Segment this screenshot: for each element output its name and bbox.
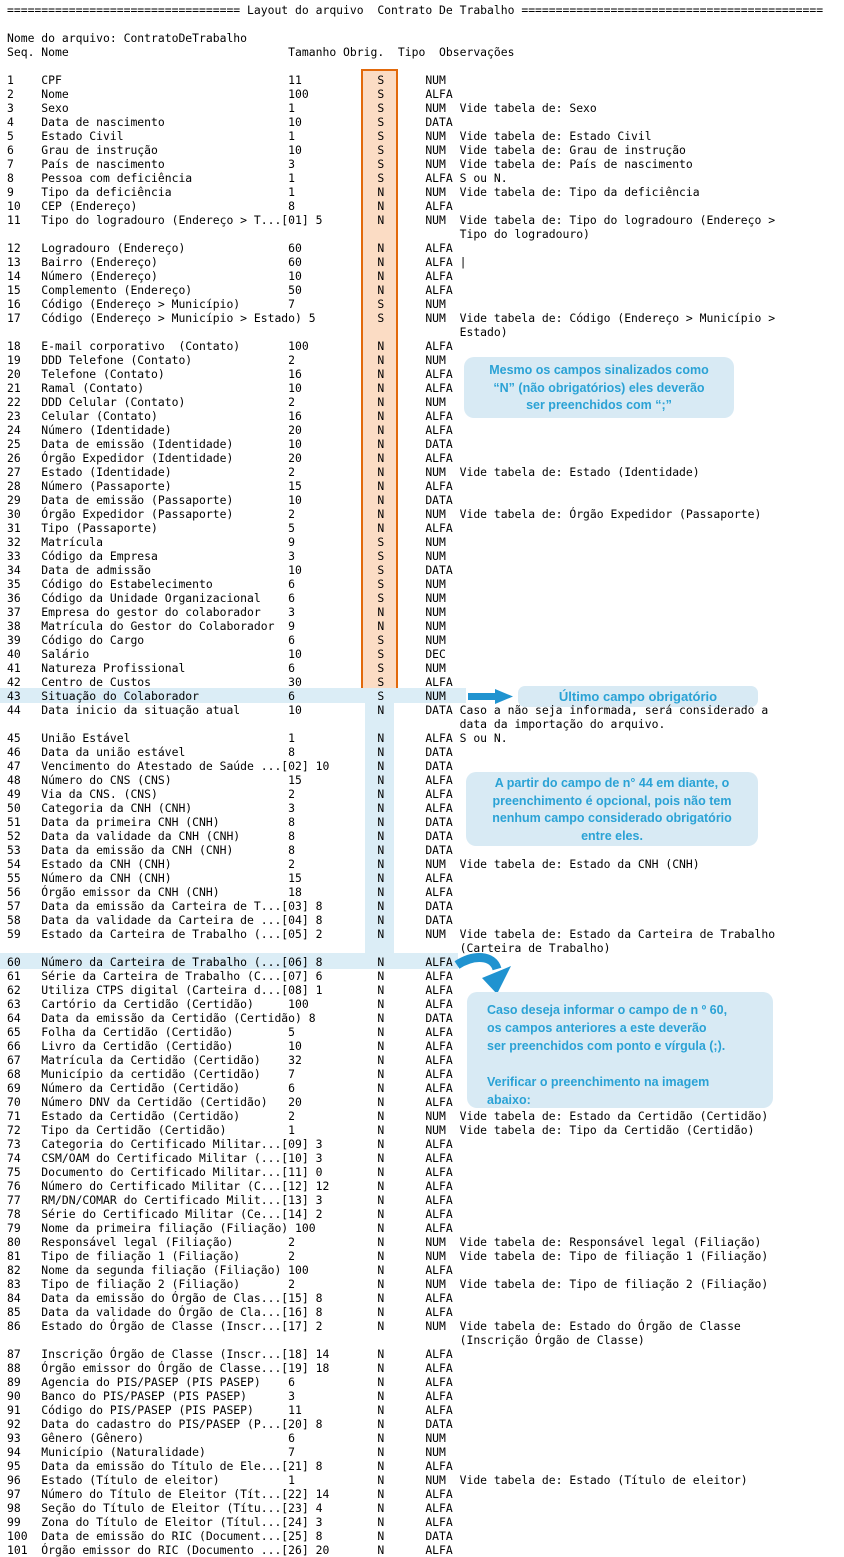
table-line: 43 Situação do Colaborador 6 S NUM [7,689,446,703]
table-line: 28 Número (Passaporte) 15 N ALFA [7,479,453,493]
table-line: 89 Agencia do PIS/PASEP (PIS PASEP) 6 N ALFA [7,1375,453,1389]
table-line: 71 Estado da Certidão (Certidão) 2 N NUM Vide tabela de: Estado da Certidão (Certidão) [7,1109,769,1123]
table-line: 101 Órgão emissor do RIC (Documento ...[26] 20 N ALFA [7,1543,453,1557]
table-line: 37 Empresa do gestor do colaborador 3 N NUM [7,605,446,619]
table-line: 97 Número do Título de Eleitor (Tít...[22] 14 N ALFA [7,1487,453,1501]
table-line: 18 E-mail corporativo (Contato) 100 N ALFA [7,339,453,353]
table-line: 82 Nome da segunda filiação (Filiação) 100 N ALFA [7,1263,453,1277]
table-line: 65 Folha da Certidão (Certidão) 5 N ALFA [7,1025,453,1039]
table-line: 88 Órgão emissor do Órgão de Classe...[19] 18 N ALFA [7,1361,453,1375]
table-line: 27 Estado (Identidade) 2 N NUM Vide tabela de: Estado (Identidade) [7,465,700,479]
table-line: 57 Data da emissão da Carteira de T...[03] 8 N DATA [7,899,453,913]
table-line: 2 Nome 100 S ALFA [7,87,453,101]
table-line: 16 Código (Endereço > Município) 7 S NUM [7,297,446,311]
note-line: nenhum campo considerado obrigatório [492,811,732,825]
table-line: 72 Tipo da Certidão (Certidão) 1 N NUM Vide tabela de: Tipo da Certidão (Certidão) [7,1123,755,1137]
table-line: 47 Vencimento do Atestado de Saúde ...[02] 10 N DATA [7,759,453,773]
table-line: 90 Banco do PIS/PASEP (PIS PASEP) 3 N ALFA [7,1389,453,1403]
table-line: 6 Grau de instrução 10 S NUM Vide tabela de: Grau de instrução [7,143,686,157]
table-line: 98 Seção do Título de Eleitor (Títu...[23] 4 N ALFA [7,1501,453,1515]
table-line: 76 Número do Certificado Militar (C...[12] 12 N ALFA [7,1179,453,1193]
table-line: 25 Data de emissão (Identidade) 10 N DATA [7,437,453,451]
table-line: 31 Tipo (Passaporte) 5 N ALFA [7,521,453,535]
table-line: 56 Órgão emissor da CNH (CNH) 18 N ALFA [7,885,453,899]
table-line: 91 Código do PIS/PASEP (PIS PASEP) 11 N ALFA [7,1403,453,1417]
table-line: 13 Bairro (Endereço) 60 N ALFA | [7,255,467,269]
table-line: 24 Número (Identidade) 20 N ALFA [7,423,453,437]
note-line: ser preenchidos com “;” [526,398,672,412]
layout-table [7,3,823,1557]
note-line: os campos anteriores a este deverão [487,1021,707,1035]
table-line: 22 DDD Celular (Contato) 2 N NUM [7,395,446,409]
table-line: 32 Matrícula 9 S NUM [7,535,446,549]
table-line: 64 Data da emissão da Certidão (Certidão) 8 N DATA [7,1011,453,1025]
table-line: 29 Data de emissão (Passaporte) 10 N DATA [7,493,453,507]
title-line: ================================== Layout do arquivo Contrato De Trabalho ============================================ [7,3,824,17]
table-line: 55 Número da CNH (CNH) 15 N ALFA [7,871,453,885]
table-line: 17 Código (Endereço > Município > Estado) 5 S NUM Vide tabela de: Código (Endereço > Município > [7,311,776,325]
table-line: 67 Matrícula da Certidão (Certidão) 32 N ALFA [7,1053,453,1067]
table-line: 70 Número DNV da Certidão (Certidão) 20 N ALFA [7,1095,453,1109]
table-line: 20 Telefone (Contato) 16 N ALFA [7,367,453,381]
table-line: 66 Livro da Certidão (Certidão) 10 N ALFA [7,1039,453,1053]
table-line: 14 Número (Endereço) 10 N ALFA [7,269,453,283]
table-line: 73 Categoria do Certificado Militar...[09] 3 N ALFA [7,1137,453,1151]
table-line [7,59,823,73]
note-line: A partir do campo de n° 44 em diante, o [494,776,730,790]
table-line: 54 Estado da CNH (CNH) 2 N NUM Vide tabela de: Estado da CNH (CNH) [7,857,700,871]
table-line: 58 Data da validade da Carteira de ...[04] 8 N DATA [7,913,453,927]
table-line: 48 Número do CNS (CNS) 15 N ALFA [7,773,453,787]
table-line: 80 Responsável legal (Filiação) 2 N NUM Vide tabela de: Responsável legal (Filiação) [7,1235,762,1249]
table-line: 50 Categoria da CNH (CNH) 3 N ALFA [7,801,453,815]
table-line: 39 Código do Cargo 6 S NUM [7,633,446,647]
table-line: 9 Tipo da deficiência 1 N NUM Vide tabela de: Tipo da deficiência [7,185,700,199]
table-line: 4 Data de nascimento 10 S DATA [7,115,453,129]
table-line: 60 Número da Carteira de Trabalho (...[06] 8 N ALFA [7,955,453,969]
table-line: (Inscrição Órgão de Classe) [7,1333,645,1347]
table-line: 35 Código do Estabelecimento 6 S NUM [7,577,446,591]
note-line: abaixo: [487,1093,531,1107]
table-line: 46 Data da união estável 8 N DATA [7,745,453,759]
table-line: 59 Estado da Carteira de Trabalho (...[05] 2 N NUM Vide tabela de: Estado da Carteira de Trabalho [7,927,776,941]
table-line: 99 Zona do Título de Eleitor (Títul...[24] 3 N ALFA [7,1515,453,1529]
note-line: “N” (não obrigatórios) eles deverão [493,380,705,395]
table-line: 68 Município da certidão (Certidão) 7 N ALFA [7,1067,453,1081]
table-line: 96 Estado (Título de eleitor) 1 N NUM Vide tabela de: Estado (Título de eleitor) [7,1473,748,1487]
table-line: 26 Órgão Expedidor (Identidade) 20 N ALFA [7,451,453,465]
table-line: 86 Estado do Órgão de Classe (Inscr...[17] 2 N NUM Vide tabela de: Estado do Órgão de Classe [7,1319,741,1333]
table-line: Tipo do logradouro) [7,227,590,241]
table-line: 81 Tipo de filiação 1 (Filiação) 2 N NUM Vide tabela de: Tipo de filiação 1 (Filiação) [7,1249,769,1263]
table-line: 34 Data de admissão 10 S DATA [7,563,453,577]
table-line: 45 União Estável 1 N ALFA S ou N. [7,731,508,745]
table-line: 11 Tipo do logradouro (Endereço > T...[01] 5 N NUM Vide tabela de: Tipo do logradouro (Endereço > [7,213,776,227]
table-line: 7 País de nascimento 3 S NUM Vide tabela de: País de nascimento [7,157,693,171]
table-line: data da importação do arquivo. [7,717,666,731]
table-line: 83 Tipo de filiação 2 (Filiação) 2 N NUM Vide tabela de: Tipo de filiação 2 (Filiação) [7,1277,769,1291]
table-line: 69 Número da Certidão (Certidão) 6 N ALFA [7,1081,453,1095]
table-line: 51 Data da primeira CNH (CNH) 8 N DATA [7,815,453,829]
table-line: 85 Data da validade do Órgão de Cla...[16] 8 N ALFA [7,1305,453,1319]
table-line: 41 Natureza Profissional 6 S NUM [7,661,446,675]
table-line: 38 Matrícula do Gestor do Colaborador 9 N NUM [7,619,446,633]
note-line: Caso deseja informar o campo de n º 60, [487,1003,728,1017]
table-line: 63 Cartório da Certidão (Certidão) 100 N ALFA [7,997,453,1011]
table-line: 15 Complemento (Endereço) 50 N ALFA [7,283,453,297]
table-line: 100 Data de emissão do RIC (Document...[25] 8 N DATA [7,1529,453,1543]
column-header-line: Seq. Nome Tamanho Obrig. Tipo Observações [7,45,515,59]
table-line: 1 CPF 11 S NUM [7,73,446,87]
table-line: Estado) [7,325,508,339]
table-line [7,17,823,31]
table-line: 75 Documento do Certificado Militar...[11] 0 N ALFA [7,1165,453,1179]
table-line: 49 Via da CNS. (CNS) 2 N ALFA [7,787,453,801]
table-line: 5 Estado Civil 1 S NUM Vide tabela de: Estado Civil [7,129,652,143]
table-line: 8 Pessoa com deficiência 1 S ALFA S ou N. [7,171,508,185]
table-line: 61 Série da Carteira de Trabalho (C...[07] 6 N ALFA [7,969,453,983]
last-required-label: Último campo obrigatório [518,686,758,707]
table-line: 92 Data do cadastro do PIS/PASEP (P...[20] 8 N DATA [7,1417,453,1431]
note-line: ser preenchidos com ponto e vírgula (;). [487,1039,726,1053]
table-line: 93 Gênero (Gênero) 6 N NUM [7,1431,446,1445]
table-line: 30 Órgão Expedidor (Passaporte) 2 N NUM Vide tabela de: Órgão Expedidor (Passaporte) [7,507,762,521]
table-line: 78 Série do Certificado Militar (Ce...[14] 2 N ALFA [7,1207,453,1221]
table-line: 23 Celular (Contato) 16 N ALFA [7,409,453,423]
table-line: 77 RM/DN/COMAR do Certificado Milit...[13] 3 N ALFA [7,1193,453,1207]
table-line: 62 Utiliza CTPS digital (Carteira d...[08] 1 N ALFA [7,983,453,997]
table-line: (Carteira de Trabalho) [7,941,611,955]
table-line: 95 Data da emissão do Título de Ele...[21] 8 N ALFA [7,1459,453,1473]
table-line: 3 Sexo 1 S NUM Vide tabela de: Sexo [7,101,597,115]
table-line: 79 Nome da primeira filiação (Filiação) 100 N ALFA [7,1221,453,1235]
table-line: 44 Data inicio da situação atual 10 N DATA Caso a não seja informada, será considerado a [7,703,769,717]
note-line: Mesmo os campos sinalizados como [489,363,709,377]
table-line: 10 CEP (Endereço) 8 N ALFA [7,199,453,213]
table-line: 87 Inscrição Órgão de Classe (Inscr...[18] 14 N ALFA [7,1347,453,1361]
table-line: Nome do arquivo: ContratoDeTrabalho [7,31,248,45]
table-line: 53 Data da emissão da CNH (CNH) 8 N DATA [7,843,453,857]
table-line: 84 Data da emissão do Órgão de Clas...[15] 8 N ALFA [7,1291,453,1305]
note-line: entre eles. [581,828,643,843]
table-line: 94 Município (Naturalidade) 7 N NUM [7,1445,446,1459]
table-line: 21 Ramal (Contato) 10 N ALFA [7,381,453,395]
table-line: 42 Centro de Custos 30 S ALFA [7,675,453,689]
table-line: 52 Data da validade da CNH (CNH) 8 N DATA [7,829,453,843]
table-line: 74 CSM/OAM do Certificado Militar (...[10] 3 N ALFA [7,1151,453,1165]
table-line: 19 DDD Telefone (Contato) 2 N NUM [7,353,446,367]
table-line: 33 Código da Empresa 3 S NUM [7,549,446,563]
note-line: preenchimento é opcional, pois não tem [492,793,732,808]
table-line: 40 Salário 10 S DEC [7,647,446,661]
note-line: Verificar o preenchimento na imagem [487,1075,710,1089]
table-line: 12 Logradouro (Endereço) 60 N ALFA [7,241,453,255]
table-line: 36 Código da Unidade Organizacional 6 S NUM [7,591,446,605]
